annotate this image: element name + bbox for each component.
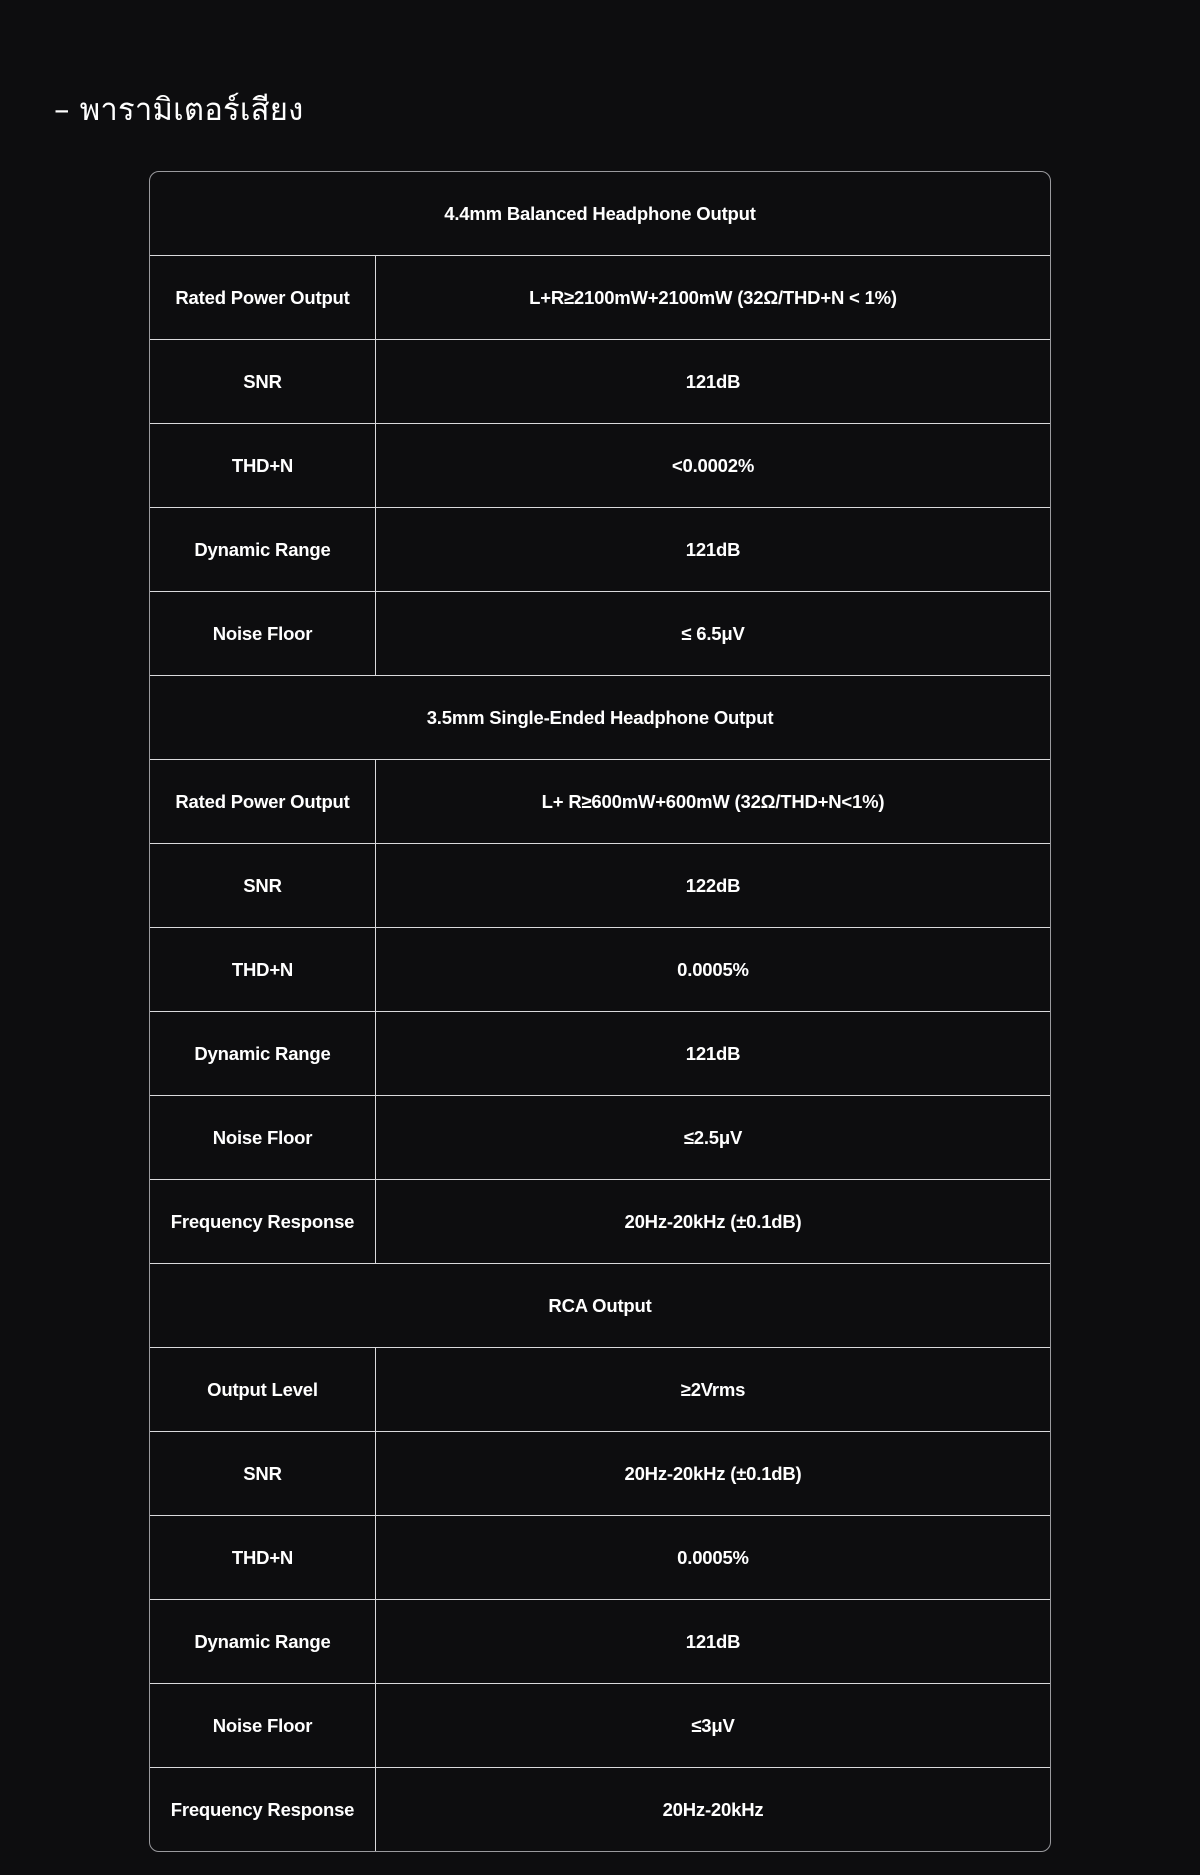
table-row — [150, 843, 1050, 927]
spec-label: SNR — [150, 844, 376, 927]
spec-value: 121dB — [685, 370, 741, 392]
spec-value: 121dB — [685, 538, 741, 560]
table-row — [150, 591, 1050, 675]
spec-value: 0.0005% — [677, 958, 749, 980]
spec-value: 0.0005% — [677, 1546, 749, 1568]
spec-label: Dynamic Range — [150, 1600, 376, 1683]
spec-label: SNR — [150, 1432, 376, 1515]
spec-value: <0.0002% — [671, 454, 755, 476]
table-row — [150, 1599, 1050, 1683]
table-row — [150, 1095, 1050, 1179]
spec-value: ≥2Vrms — [680, 1378, 746, 1400]
spec-label: THD+N — [150, 1516, 376, 1599]
spec-value: L+ R≥600mW+600mW (32Ω/THD+N<1%) — [541, 790, 885, 812]
group-title: 3.5mm Single-Ended Headphone Output — [426, 706, 774, 728]
section-heading: – พารามิเตอร์เสียง — [54, 92, 304, 128]
spec-value: 20Hz-20kHz — [662, 1798, 764, 1820]
spec-value: ≤ 6.5μV — [681, 622, 745, 644]
table-row — [150, 255, 1050, 339]
spec-label: Frequency Response — [150, 1768, 376, 1851]
spec-label: Dynamic Range — [150, 508, 376, 591]
spec-label: THD+N — [150, 424, 376, 507]
group-header-row — [150, 1263, 1050, 1347]
spec-value: 20Hz-20kHz (±0.1dB) — [624, 1462, 802, 1484]
table-row — [150, 423, 1050, 507]
table-row — [150, 339, 1050, 423]
table-row — [150, 1179, 1050, 1263]
group-header-row — [150, 675, 1050, 759]
spec-label: Frequency Response — [150, 1180, 376, 1263]
spec-label: Rated Power Output — [150, 760, 376, 843]
group-header-row — [150, 172, 1050, 255]
spec-label: SNR — [150, 340, 376, 423]
table-row — [150, 507, 1050, 591]
spec-value: L+R≥2100mW+2100mW (32Ω/THD+N < 1%) — [529, 286, 897, 308]
table-row — [150, 759, 1050, 843]
spec-label: Noise Floor — [150, 1096, 376, 1179]
audio-spec-table — [149, 171, 1051, 1852]
spec-value: 20Hz-20kHz (±0.1dB) — [624, 1210, 802, 1232]
spec-label: Dynamic Range — [150, 1012, 376, 1095]
table-row — [150, 1767, 1050, 1851]
group-title: 4.4mm Balanced Headphone Output — [444, 202, 756, 224]
spec-value: 121dB — [685, 1630, 741, 1652]
group-title: RCA Output — [548, 1294, 652, 1316]
table-row — [150, 1347, 1050, 1431]
spec-label: Output Level — [150, 1348, 376, 1431]
spec-value: 121dB — [685, 1042, 741, 1064]
spec-label: THD+N — [150, 928, 376, 1011]
table-row — [150, 1431, 1050, 1515]
spec-label: Noise Floor — [150, 592, 376, 675]
spec-value: 122dB — [685, 874, 741, 896]
spec-label: Rated Power Output — [150, 256, 376, 339]
spec-value: ≤2.5μV — [683, 1126, 743, 1148]
table-row — [150, 1011, 1050, 1095]
spec-value: ≤3μV — [691, 1714, 735, 1736]
spec-label: Noise Floor — [150, 1684, 376, 1767]
table-row — [150, 1515, 1050, 1599]
table-row — [150, 1683, 1050, 1767]
table-row — [150, 927, 1050, 1011]
